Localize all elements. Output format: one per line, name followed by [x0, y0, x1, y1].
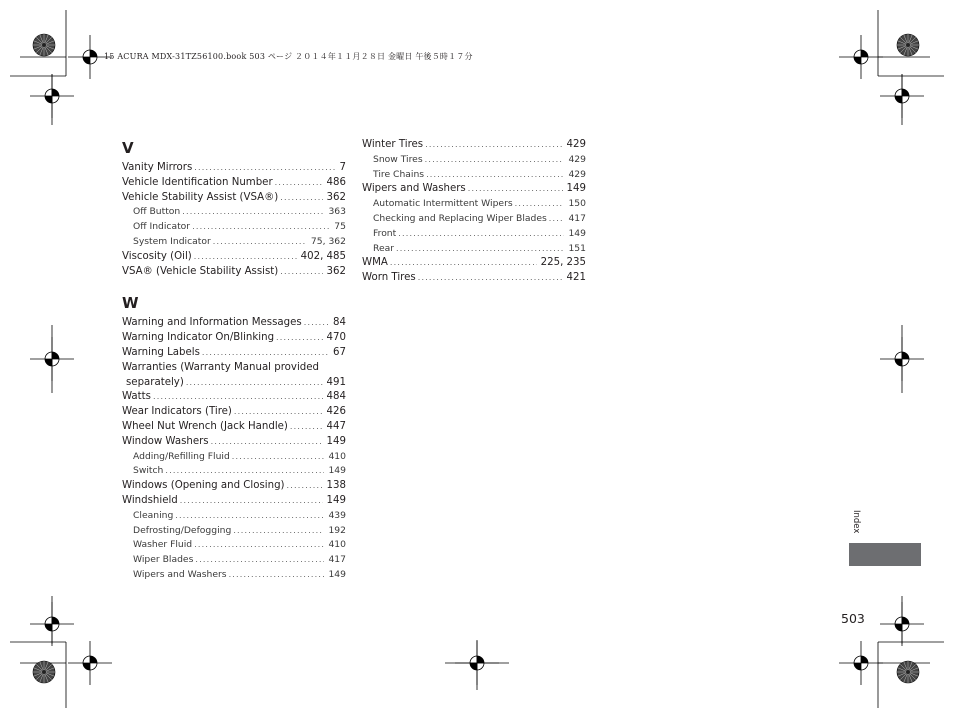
index-subentry: Tire Chains ..... 429 — [362, 168, 586, 183]
index-column-right — [362, 138, 586, 286]
index-entry: Window Washers ..... 149 — [122, 435, 346, 450]
index-subentry: Cleaning ..... 439 — [122, 509, 346, 524]
side-tab-label: Index — [851, 510, 861, 534]
index-entry: Windows (Opening and Closing) ..... 138 — [122, 479, 346, 494]
index-entry: Vehicle Stability Assist (VSA®) ..... 362 — [122, 191, 346, 206]
index-entry-continuation: separately) ..... 491 — [122, 376, 346, 391]
index-subentry: Switch ..... 149 — [122, 464, 346, 479]
index-entry: Watts ..... 484 — [122, 390, 346, 405]
index-entry: WMA ..... 225, 235 — [362, 256, 586, 271]
index-subentry: Rear ..... 151 — [362, 242, 586, 257]
index-entry: Warning and Information Messages ..... 84 — [122, 316, 346, 331]
index-entry: Winter Tires ..... 429 — [362, 138, 586, 153]
index-subentry: Defrosting/Defogging ..... 192 — [122, 524, 346, 539]
index-entry: VSA® (Vehicle Stability Assist) ..... 362 — [122, 265, 346, 280]
index-entry: Vehicle Identification Number ..... 486 — [122, 176, 346, 191]
index-entry: Warning Indicator On/Blinking ..... 470 — [122, 331, 346, 346]
index-entry: Vanity Mirrors ..... 7 — [122, 161, 346, 176]
index-subentry: Front ..... 149 — [362, 227, 586, 242]
index-entry: Warning Labels ..... 67 — [122, 346, 346, 361]
section-letter-w: W — [122, 294, 139, 313]
index-subentry: Automatic Intermittent Wipers ..... 150 — [362, 197, 586, 212]
index-subentry: Wiper Blades ..... 417 — [122, 553, 346, 568]
index-subentry: Adding/Refilling Fluid ..... 410 — [122, 450, 346, 465]
side-tab — [849, 543, 921, 566]
index-subentry: Washer Fluid ..... 410 — [122, 538, 346, 553]
index-entry: Wheel Nut Wrench (Jack Handle) ..... 447 — [122, 420, 346, 435]
index-entry: Windshield ..... 149 — [122, 494, 346, 509]
index-subentry: Checking and Replacing Wiper Blades ..... 417 — [362, 212, 586, 227]
print-header: 15 ACURA MDX-31TZ56100.book 503 ページ ２０１４年１１月２８日 金曜日 午後５時１７分 — [104, 52, 473, 61]
index-column-left — [122, 140, 346, 583]
index-subentry: Snow Tires ..... 429 — [362, 153, 586, 168]
index-subentry: Off Indicator ..... 75 — [122, 220, 346, 235]
index-entry: Worn Tires ..... 421 — [362, 271, 586, 286]
section-letter-v: V — [122, 139, 134, 157]
index-subentry: Off Button ..... 363 — [122, 205, 346, 220]
index-subentry: Wipers and Washers ..... 149 — [122, 568, 346, 583]
index-entry: Warranties (Warranty Manual provided — [122, 361, 319, 373]
index-entry: Wear Indicators (Tire) ..... 426 — [122, 405, 346, 420]
page-number: 503 — [841, 611, 865, 626]
index-subentry: System Indicator ..... 75, 362 — [122, 235, 346, 250]
index-entry: Wipers and Washers ..... 149 — [362, 182, 586, 197]
index-entry: Viscosity (Oil) ..... 402, 485 — [122, 250, 346, 265]
